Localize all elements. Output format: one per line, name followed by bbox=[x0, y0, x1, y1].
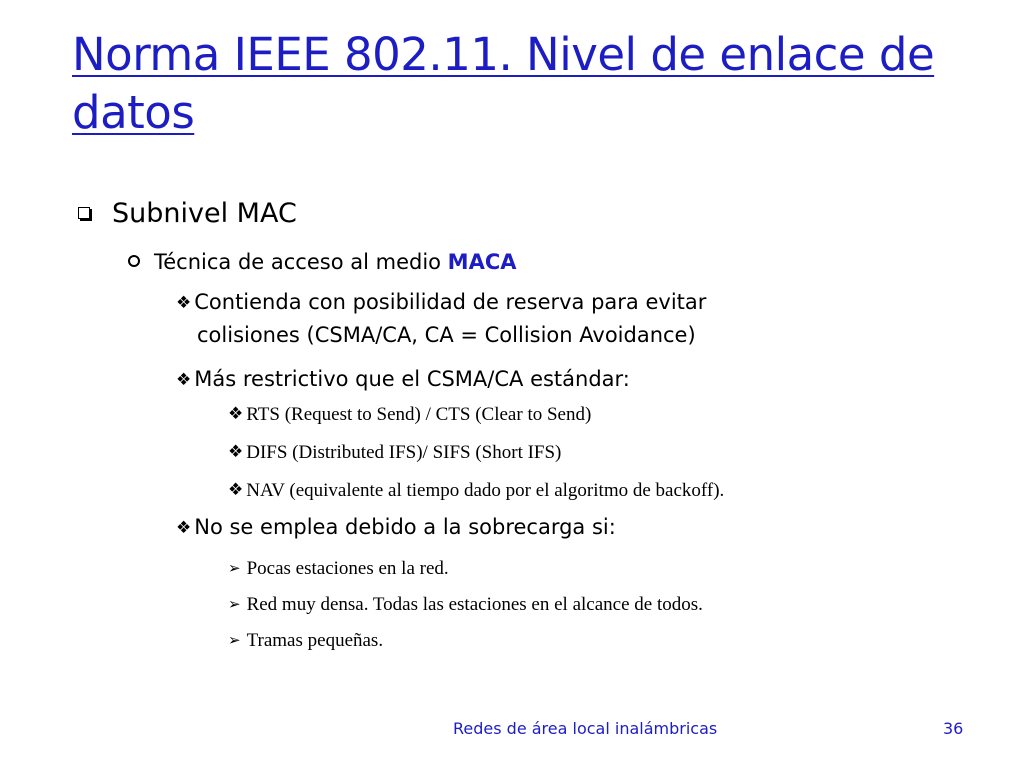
bullet-contienda-continued bbox=[197, 323, 696, 347]
footer-page-number: 36 bbox=[943, 719, 964, 738]
four-diamond-icon: ❖ bbox=[228, 404, 244, 423]
bullet-text: Más restrictivo que el CSMA/CA estándar: bbox=[194, 367, 630, 391]
slide-title-text: Norma IEEE 802.11. Nivel de enlace de datos bbox=[72, 28, 935, 139]
bullet-difs-sifs bbox=[228, 442, 561, 464]
four-diamond-icon: ❖ bbox=[176, 518, 192, 538]
maca-highlight: MACA bbox=[447, 250, 517, 274]
arrowhead-icon: ➢ bbox=[228, 561, 241, 577]
bullet-rts-cts bbox=[228, 404, 591, 426]
bullet-mas-restrictivo bbox=[176, 367, 630, 391]
four-diamond-icon: ❖ bbox=[228, 480, 244, 499]
four-diamond-icon: ❖ bbox=[228, 442, 244, 461]
bullet-text: Tramas pequeñas. bbox=[246, 630, 384, 651]
footer-course-title: Redes de área local inalámbricas bbox=[453, 719, 718, 738]
bullet-text: colisiones (CSMA/CA, CA = Collision Avoidance) bbox=[197, 323, 696, 347]
ring-bullet-icon bbox=[128, 255, 140, 267]
bullet-text: Red muy densa. Todas las estaciones en el alcance de todos. bbox=[246, 594, 703, 615]
four-diamond-icon: ❖ bbox=[176, 370, 192, 390]
arrowhead-icon: ➢ bbox=[228, 597, 241, 613]
bullet-red-densa bbox=[228, 594, 703, 616]
bullet-nav bbox=[228, 480, 724, 502]
slide-title bbox=[72, 26, 972, 142]
bullet-tecnica-acceso bbox=[128, 250, 517, 274]
bullet-subnivel-mac bbox=[78, 198, 297, 229]
bullet-text: Subnivel MAC bbox=[112, 198, 297, 229]
bullet-text: Técnica de acceso al medio bbox=[154, 250, 448, 274]
bullet-tramas bbox=[228, 630, 383, 652]
bullet-text: RTS (Request to Send) / CTS (Clear to Send) bbox=[246, 404, 592, 425]
four-diamond-icon: ❖ bbox=[176, 293, 192, 313]
bullet-text: Pocas estaciones en la red. bbox=[246, 558, 449, 579]
bullet-text: No se emplea debido a la sobrecarga si: bbox=[194, 515, 616, 539]
bullet-pocas-estaciones bbox=[228, 558, 449, 580]
bullet-text: Contienda con posibilidad de reserva para evitar bbox=[194, 290, 707, 314]
bullet-no-se-emplea bbox=[176, 515, 616, 539]
bullet-contienda bbox=[176, 290, 706, 314]
bullet-text: DIFS (Distributed IFS)/ SIFS (Short IFS) bbox=[246, 442, 562, 463]
square-bullet-icon bbox=[78, 207, 90, 219]
arrowhead-icon: ➢ bbox=[228, 633, 241, 649]
bullet-text: NAV (equivalente al tiempo dado por el algoritmo de backoff). bbox=[246, 480, 725, 501]
